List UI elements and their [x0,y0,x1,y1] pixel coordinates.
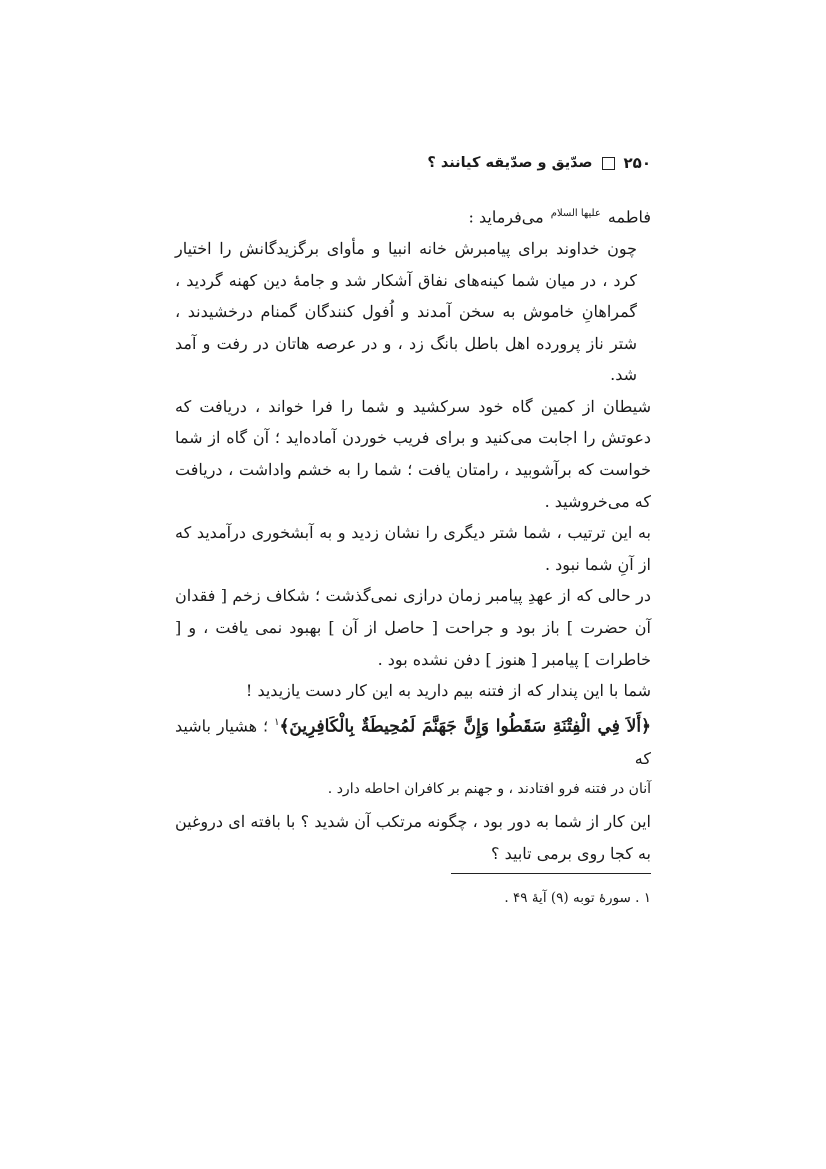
paragraph-3: به این ترتیب ، شما شتر دیگری را نشان زدید و به آبشخوری درآمدید که از آنِ شما نبود . [175,523,651,574]
page-header [175,150,651,176]
quran-verse: ﴿أَلاَ فِي الْفِتْنَةِ سَقَطُوا وَإِنَّ جَهَنَّمَ لَمُحِيطَةٌ بِالْكَافِرِينَ﴾ [279,716,652,737]
paragraph-6: این کار از شما به دور بود ، چگونه مرتکب آن شدید ؟ با بافته ای دروغین به کجا روی برمی تابید ؟ [175,811,651,863]
footnote-rule [451,873,651,874]
intro-line [175,198,651,233]
intro-verb: می‌فرماید : [468,207,544,227]
paragraph-5: شما با این پندار که از فتنه بیم دارید به این کار دست یازیدید ! [245,681,651,701]
footnote: ۱ . سورهٔ توبه (۹) آیهٔ ۴۹ . [504,890,651,906]
honorific-mark: علیها السلام [550,208,601,219]
running-title: صدّیق و صدّیقه کیانند ؟ [427,155,593,171]
paragraph-2: شیطان از کمین گاه خود سرکشید و شما را فرا خواند ، دریافت که دعوتش را اجابت می‌کنید و برای فریب خوردن آماده‌اید ؛ آن گاه از شما خواست که برآشوبید ، رامتان یافت ؛ شما را به خشم واداشت ، دریافت که می‌خروشید . [175,396,651,511]
quran-verse-line [175,707,651,775]
footnote-mark: ۱ [274,716,280,728]
quran-translation: آنان در فتنه فرو افتادند ، و جهنم بر کافران احاطه دارد . [327,781,651,798]
square-icon [602,157,615,170]
speaker-name: فاطمه [607,207,651,227]
quran-translation-start: هشیار باشید که [175,716,651,768]
body-text [175,198,651,869]
paragraph-1: چون خداوند برای پیامبرش خانه انبیا و مأوای برگزیدگانش را اختیار کرد ، در میان شما کینه‌های نفاق آشکار شد و جامهٔ دین کهنه گردید ، گمراهانِ خاموش به سخن آمدند و اُفول کنندگان گمنام درخشیدند ، شتر ناز پرورده اهل باطل بانگ زد ، و در عرصه هاتان در رفت و آمد شد. [175,238,637,385]
quran-separator: ؛ [263,716,269,736]
paragraph-4: در حالی که از عهدِ پیامبر زمان درازی نمی‌گذشت ؛ شکاف زخم [ فقدان آن حضرت ] باز بود و جراحت [ حاصل از آن ] بهبود نمی یافت ، و [ خاطرات ] پیامبر [ هنوز ] دفن نشده بود . [175,586,651,669]
page-number: ۲۵۰ [623,154,651,172]
